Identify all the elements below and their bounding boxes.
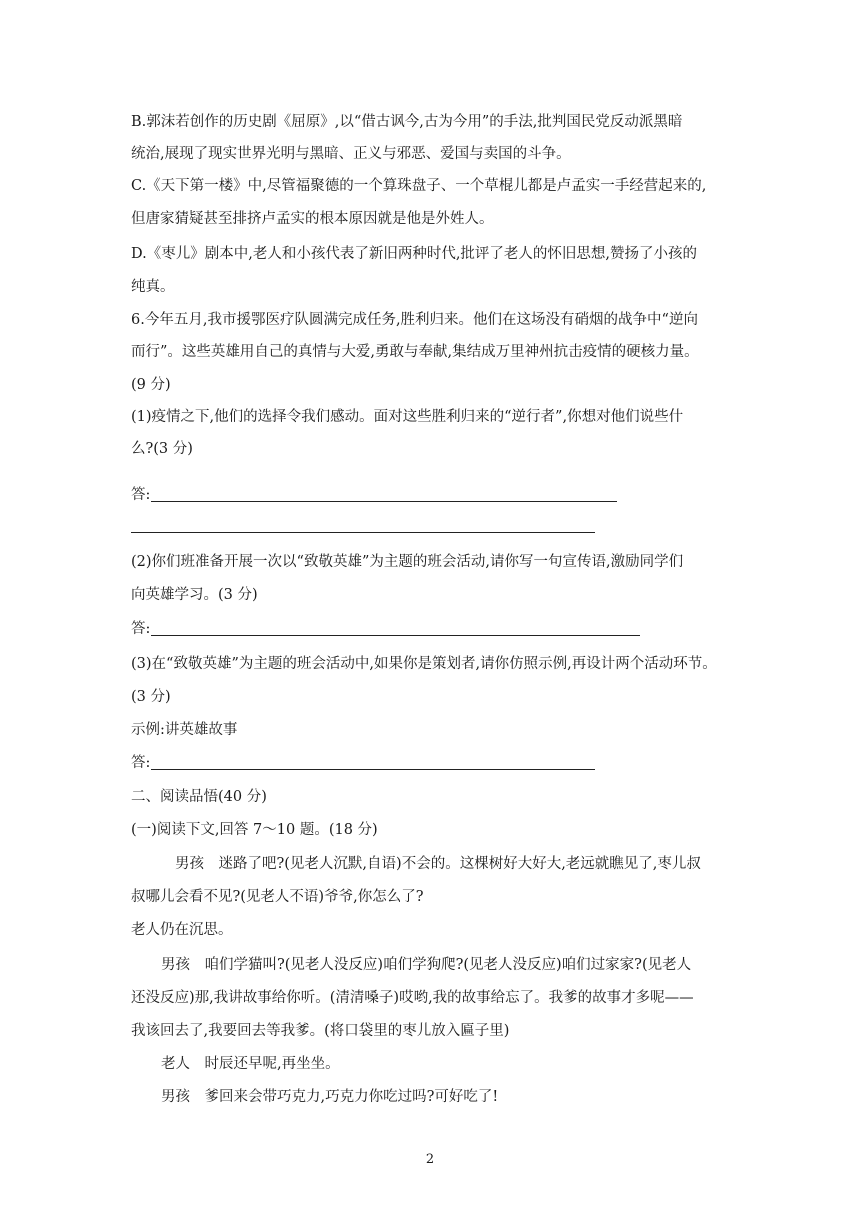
passage-line-1: 男孩 迷路了吧?(见老人沉默,自语)不会的。这棵树好大好大,老远就瞧见了,枣儿叔 — [175, 856, 701, 872]
option-c-line-1: C.《天下第一楼》中,尽管福聚德的一个算珠盘子、一个草棍儿都是卢孟实一手经营起来的, — [131, 178, 707, 194]
answer-blank-1a[interactable] — [151, 501, 617, 502]
answer-row-1 — [131, 485, 150, 505]
reading-1-heading: (一)阅读下文,回答 7～10 题。(18 分) — [131, 822, 378, 838]
passage-line-5: 还没反应)那,我讲故事给你听。(清清嗓子)哎哟,我的故事给忘了。我爹的故事才多呢—— — [131, 990, 694, 1006]
section-2-heading: 二、阅读品悟(40 分) — [131, 789, 267, 805]
question-6-line-2: 而行”。这些英雄用自己的真情与大爱,勇敢与奉献,集结成万里神州抗击疫情的硬核力量。 — [131, 344, 699, 360]
answer-row-3 — [131, 753, 150, 773]
option-b-line-2: 统治,展现了现实世界光明与黑暗、正义与邪恶、爱国与卖国的斗争。 — [131, 146, 571, 162]
passage-line-4: 男孩 咱们学猫叫?(见老人没反应)咱们学狗爬?(见老人没反应)咱们过家家?(见老人 — [161, 957, 692, 973]
sub-question-1-line-2: 么?(3 分) — [131, 441, 193, 457]
page-number: 2 — [425, 1152, 435, 1167]
passage-line-3: 老人仍在沉思。 — [131, 922, 233, 938]
option-d-line-1: D.《枣儿》剧本中,老人和小孩代表了新旧两种时代,批评了老人的怀旧思想,赞扬了小孩的 — [131, 246, 698, 262]
question-6-score: (9 分) — [131, 377, 171, 393]
option-b-line-1: B.郭沫若创作的历史剧《屈原》,以“借古讽今,古为今用”的手法,批判国民党反动派黑暗 — [131, 114, 683, 130]
answer-label: 答: — [131, 755, 151, 771]
option-d-line-2: 纯真。 — [131, 279, 175, 295]
answer-label: 答: — [131, 621, 151, 637]
sub-question-3-line-2: (3 分) — [131, 689, 171, 705]
passage-line-6: 我该回去了,我要回去等我爹。(将口袋里的枣儿放入匾子里) — [131, 1023, 510, 1039]
passage-line-2: 叔哪儿会看不见?(见老人不语)爷爷,你怎么了? — [131, 889, 424, 905]
answer-row-2 — [131, 619, 150, 639]
question-6-line-1: 6.今年五月,我市援鄂医疗队圆满完成任务,胜利归来。他们在这场没有硝烟的战争中“逆向 — [131, 312, 698, 328]
sub-question-3-line-1: (3)在“致敬英雄”为主题的班会活动中,如果你是策划者,请你仿照示例,再设计两个活动环节。 — [131, 656, 717, 672]
answer-blank-3[interactable] — [151, 769, 595, 770]
sub-question-2-line-1: (2)你们班准备开展一次以“致敬英雄”为主题的班会活动,请你写一句宣传语,激励同学们 — [131, 554, 684, 570]
sub-question-2-line-2: 向英雄学习。(3 分) — [131, 587, 258, 603]
sub-question-1-line-1: (1)疫情之下,他们的选择令我们感动。面对这些胜利归来的“逆行者”,你想对他们说些什 — [131, 409, 684, 425]
answer-label: 答: — [131, 487, 151, 503]
example-line: 示例:讲英雄故事 — [131, 722, 238, 738]
answer-blank-1b[interactable] — [131, 532, 595, 533]
answer-blank-2[interactable] — [151, 635, 640, 636]
option-c-line-2: 但唐家猜疑甚至排挤卢孟实的根本原因就是他是外姓人。 — [131, 211, 494, 227]
passage-line-7: 老人 时辰还早呢,再坐坐。 — [161, 1056, 340, 1072]
passage-line-8: 男孩 爹回来会带巧克力,巧克力你吃过吗?可好吃了! — [161, 1089, 499, 1105]
